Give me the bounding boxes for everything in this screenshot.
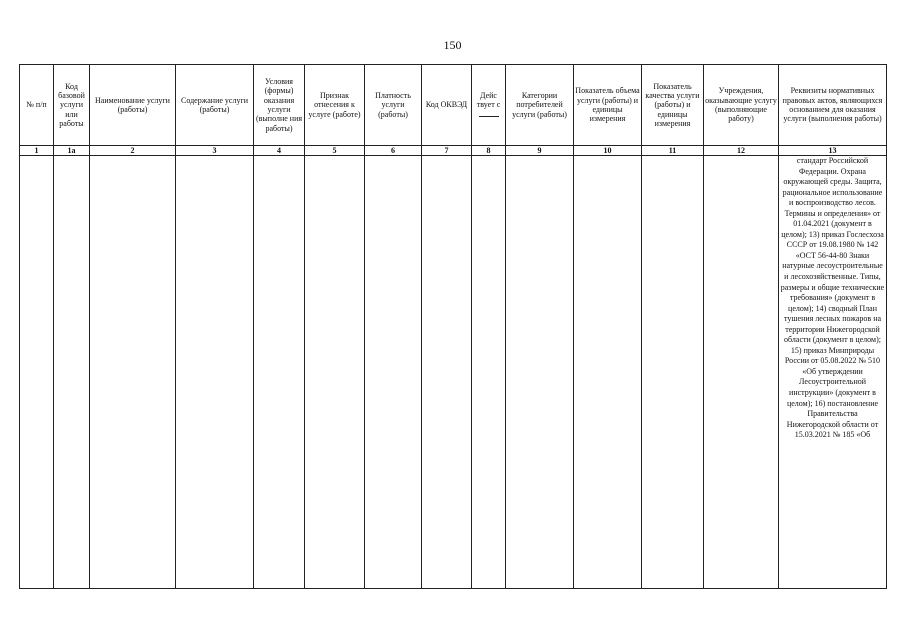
services-registry-table <box>19 64 887 589</box>
column-number-cell: 8 <box>472 146 506 156</box>
legal-acts-cell: стандарт Российской Федерации. Охрана окружающей среды. Защита, рациональное использование и воспроизводство лесов. Термины и определения» от 01.04.2021 (документ в целом); 13) приказ Гослесхоза СССР от 19.08.1980 № 142 «ОСТ 56-44-80 Знаки натурные лесоустроительные и лесохозяйственные. Типы, размеры и общие технические требования» (документ в целом); 14) сводный План тушения лесных пожаров на территории Нижегородской области (документ в целом); 15) приказ Минприроды России от 05.08.2022 № 510 «Об утверждении Лесоустроительной инструкции» (документ в целом); 16) постановление Правительства Нижегородской области от 15.03.2021 № 185 «Об <box>779 156 887 589</box>
effective-from-label: Дейс твует с <box>476 90 501 110</box>
column-number-row <box>20 146 887 156</box>
header-cell-conditions: Условия (формы) оказания услуги (выполне ния работы) <box>254 65 305 146</box>
header-cell-base-code: Код базовой услуги или работы <box>54 65 90 146</box>
header-cell-legal-acts: Реквизиты нормативных правовых актов, являющихся основанием для оказания услуги (выполнения работы) <box>779 65 887 146</box>
cell-empty <box>305 156 365 589</box>
cell-empty <box>90 156 176 589</box>
column-number-cell: 5 <box>305 146 365 156</box>
column-number-cell: 12 <box>704 146 779 156</box>
cell-empty <box>704 156 779 589</box>
column-number-cell: 13 <box>779 146 887 156</box>
column-number-cell: 11 <box>642 146 704 156</box>
cell-empty <box>506 156 574 589</box>
column-number-cell: 10 <box>574 146 642 156</box>
cell-empty <box>574 156 642 589</box>
column-number-cell: 7 <box>422 146 472 156</box>
column-number-cell: 6 <box>365 146 422 156</box>
column-number-cell: 1 <box>20 146 54 156</box>
header-cell-payment: Платность услуги (работы) <box>365 65 422 146</box>
column-number-cell: 9 <box>506 146 574 156</box>
header-cell-service-name: Наименование услуги (работы) <box>90 65 176 146</box>
header-cell-attribution: Признак отнесения к услуге (работе) <box>305 65 365 146</box>
page-number: 150 <box>443 38 462 52</box>
header-cell-service-content: Содержание услуги (работы) <box>176 65 254 146</box>
header-cell-volume-indicator: Показатель объема услуги (работы) и единицы измерения <box>574 65 642 146</box>
header-cell-row-number: № п/п <box>20 65 54 146</box>
column-number-cell: 3 <box>176 146 254 156</box>
header-cell-consumers: Категории потребителей услуги (работы) <box>506 65 574 146</box>
effective-from-blank <box>479 112 499 117</box>
column-number-cell: 4 <box>254 146 305 156</box>
cell-empty <box>54 156 90 589</box>
cell-empty <box>365 156 422 589</box>
cell-empty <box>254 156 305 589</box>
header-cell-quality-indicator: Показатель качества услуги (работы) и единицы измерения <box>642 65 704 146</box>
cell-empty <box>176 156 254 589</box>
cell-empty <box>642 156 704 589</box>
column-number-cell: 1а <box>54 146 90 156</box>
column-number-cell: 2 <box>90 146 176 156</box>
cell-empty <box>20 156 54 589</box>
table-row <box>20 156 887 589</box>
cell-empty <box>422 156 472 589</box>
header-cell-institutions: Учреждения, оказывающие услугу (выполняющие работу) <box>704 65 779 146</box>
header-cell-okved: Код ОКВЭД <box>422 65 472 146</box>
header-row <box>20 65 887 146</box>
cell-empty <box>472 156 506 589</box>
header-cell-effective-from <box>472 65 506 146</box>
